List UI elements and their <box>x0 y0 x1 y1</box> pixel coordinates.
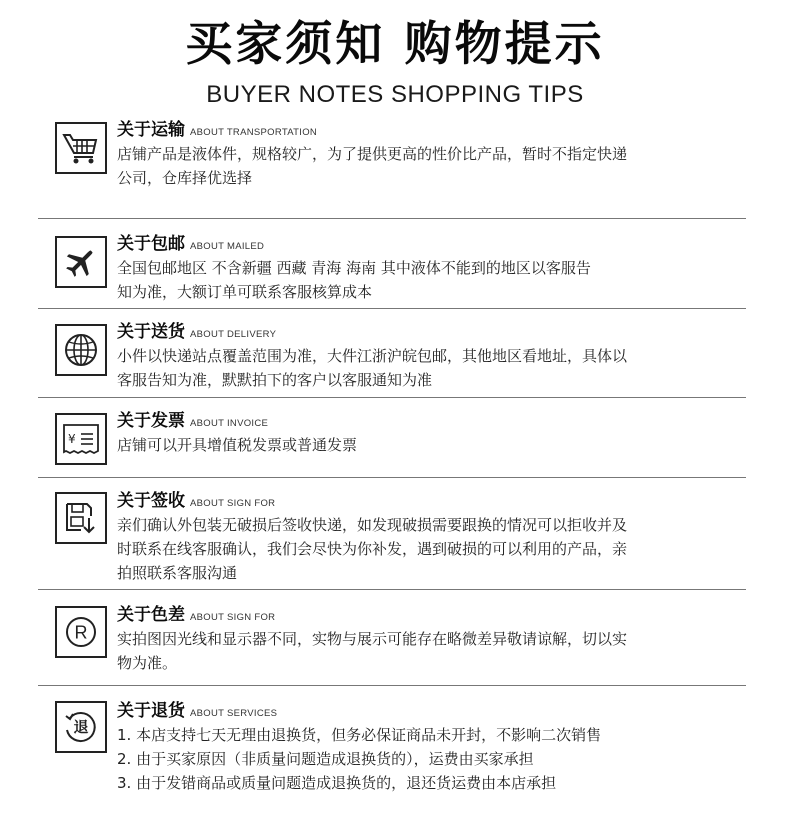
divider <box>38 685 746 686</box>
invoice-icon <box>55 413 107 465</box>
section-subtitle: ABOUT SERVICES <box>190 708 278 719</box>
section-text-line: 实拍图因光线和显示器不同，实物与展示可能存在略微差异敬请谅解，切以实 <box>117 630 628 648</box>
section-text-line: 1. 本店支持七天无理由退换货，但务必保证商品未开封，不影响二次销售 <box>117 726 602 744</box>
section-title: 关于包邮 <box>117 234 185 254</box>
section-text-line: 公司，仓库择优选择 <box>117 169 253 187</box>
section-text-line: 店铺可以开具增值税发票或普通发票 <box>117 436 358 454</box>
globe-icon <box>55 324 107 376</box>
section-subtitle: ABOUT SIGN FOR <box>190 498 276 509</box>
section-text-line: 小件以快递站点覆盖范围为准，大件江浙沪皖包邮，其他地区看地址，具体以 <box>117 347 628 365</box>
divider <box>38 308 746 309</box>
svg-text:R: R <box>74 622 88 643</box>
section-text-line: 知为准，大额订单可联系客服核算成本 <box>117 283 373 301</box>
section-subtitle: ABOUT DELIVERY <box>190 329 277 340</box>
section-title: 关于运输 <box>117 120 185 140</box>
section-title: 关于送货 <box>117 322 185 342</box>
divider <box>38 397 746 398</box>
return-icon <box>55 701 107 753</box>
section-title: 关于签收 <box>117 491 185 511</box>
divider <box>38 218 746 219</box>
section-subtitle: ABOUT TRANSPORTATION <box>190 127 318 138</box>
svg-text:¥: ¥ <box>68 432 76 446</box>
section-text-line: 2. 由于买家原因（非质量问题造成退换货的），运费由买家承担 <box>117 750 534 768</box>
shopping-cart-icon <box>55 122 107 174</box>
section-text-line: 亲们确认外包装无破损后签收快递，如发现破损需要跟换的情况可以拒收并及 <box>117 516 628 534</box>
section-subtitle: ABOUT SIGN FOR <box>190 612 276 623</box>
section-text-line: 店铺产品是液体件，规格较广，为了提供更高的性价比产品，暂时不指定快递 <box>117 145 628 163</box>
section-text-line: 物为准。 <box>117 654 178 672</box>
registered-icon <box>55 606 107 658</box>
page-subtitle: BUYER NOTES SHOPPING TIPS <box>206 81 584 108</box>
section-text-line: 全国包邮地区 不含新疆 西藏 青海 海南 其中液体不能到的地区以客服告 <box>117 259 591 277</box>
section-text-line: 3. 由于发错商品或质量问题造成退换货的，退还货运费由本店承担 <box>117 774 557 792</box>
section-text-line: 客服告知为准，默默拍下的客户以客服通知为准 <box>117 371 433 389</box>
section-subtitle: ABOUT INVOICE <box>190 418 269 429</box>
sign-for-icon <box>55 492 107 544</box>
section-title: 关于发票 <box>117 411 185 431</box>
page-title: 买家须知 购物提示 <box>185 17 605 72</box>
return-icon-label: 退 <box>73 718 89 736</box>
divider <box>38 589 746 590</box>
section-text-line: 时联系在线客服确认，我们会尽快为你补发，遇到破损的可以利用的产品，亲 <box>117 540 628 558</box>
airplane-icon <box>55 236 107 288</box>
section-text-line: 拍照联系客服沟通 <box>117 564 238 582</box>
section-subtitle: ABOUT MAILED <box>190 241 265 252</box>
divider <box>38 477 746 478</box>
section-title: 关于退货 <box>117 701 185 721</box>
section-title: 关于色差 <box>117 605 185 625</box>
